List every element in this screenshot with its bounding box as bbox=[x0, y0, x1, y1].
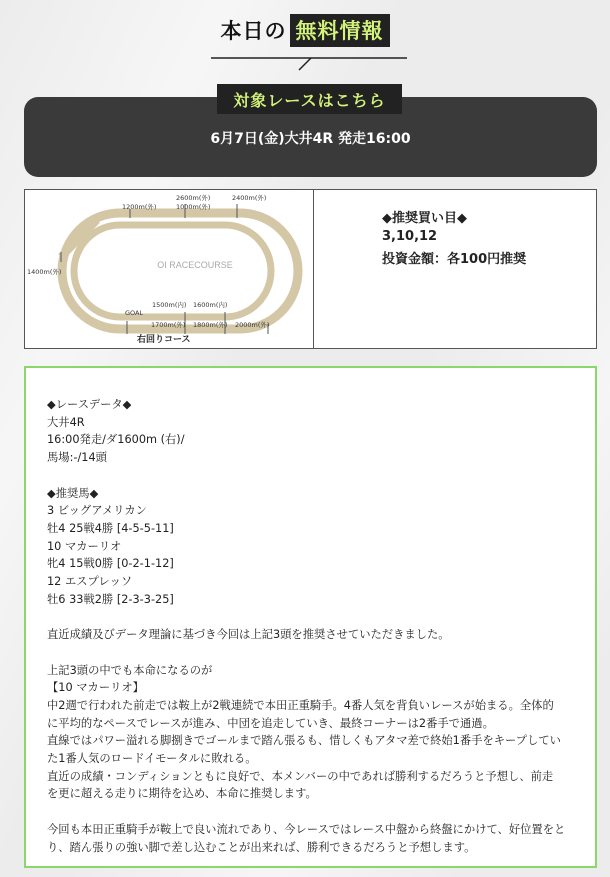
heading-prefix: 本日の bbox=[220, 19, 287, 43]
detail-text bbox=[47, 396, 577, 856]
label-2600: 2600m(外) bbox=[176, 194, 211, 202]
summary-text: 直近成績及びデータ理論に基づき今回は上記3頭を推奨させていただきました。 bbox=[47, 628, 450, 642]
analysis-line: 直線ではパワー溢れる脚捌きでゴールまで踏ん張るも、惜しくもアタマ差で終始1番手をキープしてい bbox=[47, 734, 561, 748]
course-map bbox=[25, 190, 313, 348]
horses-title: ◆推奨馬◆ bbox=[47, 486, 99, 500]
analysis-line: 中2週で行われた前走では鞍上が2戦連続で本田正重騎手。4番人気を背負いレースが始まる。全体的 bbox=[47, 698, 554, 712]
label-1000: 1000m(外) bbox=[176, 203, 211, 211]
analysis-line: に平均的なペースでレースが進み、中団を追走していき、最終コーナーは2番手で通過。 bbox=[47, 716, 494, 730]
recommend-numbers: 3,10,12 bbox=[382, 229, 438, 244]
heading-highlight: 無料情報 bbox=[290, 14, 390, 47]
race-conditions: 16:00発走/ダ1600m (右)/ bbox=[47, 433, 185, 447]
honmei-name: 【10 マカーリオ】 bbox=[47, 681, 144, 695]
target-race-tag: 対象レースはこちら bbox=[217, 84, 402, 114]
recommend-amount: 投資金額：各100円推奨 bbox=[382, 252, 527, 267]
analysis-line: た1番人気のロードイモータルに敗れる。 bbox=[47, 752, 257, 766]
race-info: 6月7日(金)大井4R 発走16:00 bbox=[210, 131, 411, 147]
horse-record: 牡4 25戦4勝 [4-5-5-11] bbox=[47, 521, 174, 535]
recommend-title: ◆推奨買い目◆ bbox=[382, 211, 467, 226]
page-heading bbox=[0, 14, 610, 47]
course-divider bbox=[313, 189, 314, 349]
course-direction: 右回りコース bbox=[137, 335, 191, 345]
analysis-line: 直近の成績・コンディションともに良好で、本メンバーの中であれば勝利するだろうと予想し、前走 bbox=[47, 769, 554, 783]
label-1200: 1200m(外) bbox=[122, 203, 157, 211]
analysis-line: を更に超える走りに期待を込め、本命に推奨します。 bbox=[47, 787, 317, 801]
honmei-intro: 上記3頭の中でも本命になるのが bbox=[47, 663, 213, 677]
race-data-title: ◆レースデータ◆ bbox=[47, 398, 132, 411]
horse-record: 牝4 15戦0勝 [0-2-1-12] bbox=[47, 557, 174, 571]
label-1600: 1600m(内) bbox=[193, 301, 228, 309]
label-goal: GOAL bbox=[125, 309, 144, 317]
label-1500: 1500m(内) bbox=[152, 301, 187, 309]
closing-line: り、踏ん張りの強い脚で差し込むことが出来れば、勝利できるだろうと予想します。 bbox=[47, 840, 476, 854]
label-1800: 1800m(外) bbox=[193, 321, 228, 329]
horse-name: 10 マカーリオ bbox=[47, 539, 122, 553]
race-field: 馬場:-/14頭 bbox=[47, 451, 107, 465]
horse-name: 12 エスプレッソ bbox=[47, 575, 133, 589]
label-2000: 2000m(外) bbox=[235, 321, 270, 329]
horse-record: 牡6 33戦2勝 [2-3-3-25] bbox=[47, 592, 174, 606]
label-2400: 2400m(外) bbox=[232, 194, 267, 202]
label-1700: 1700m(外) bbox=[151, 321, 186, 329]
heading-underline bbox=[211, 57, 407, 71]
course-name: OI RACECOURSE bbox=[157, 260, 233, 270]
label-1400: 1400m(外) bbox=[27, 268, 62, 276]
horse-name: 3 ビッグアメリカン bbox=[47, 504, 147, 518]
closing-line: 今回も本田正重騎手が鞍上で良い流れであり、今レースではレース中盤から終盤にかけて、好位置をと bbox=[47, 822, 566, 836]
race-venue: 大井4R bbox=[47, 415, 85, 429]
